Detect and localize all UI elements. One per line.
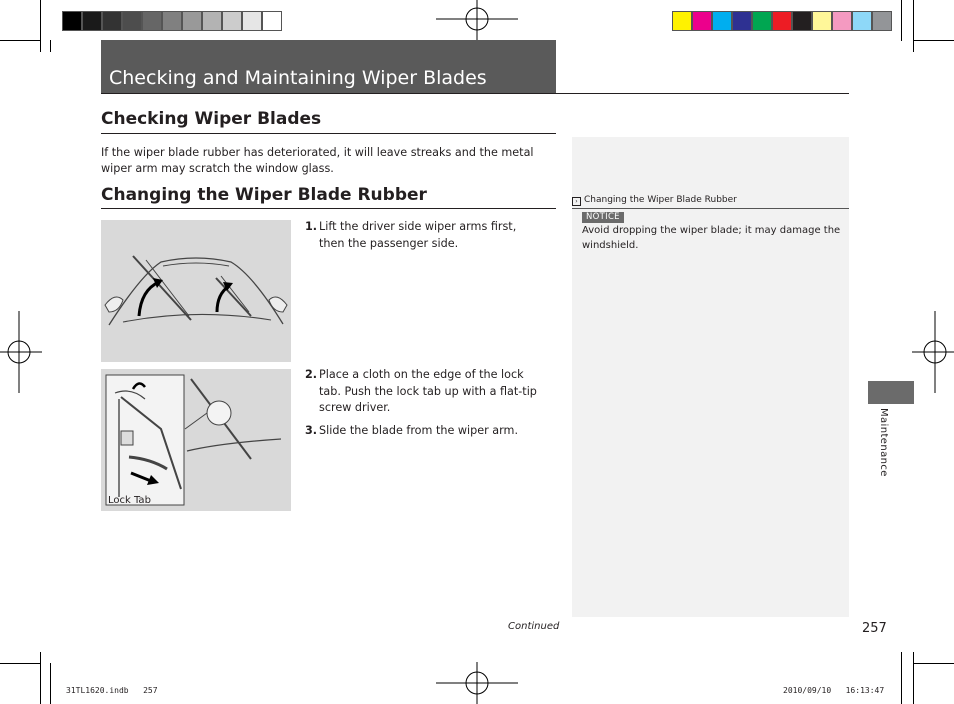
crop-mark <box>50 663 51 704</box>
crop-mark <box>0 40 40 41</box>
gray-swatch <box>182 11 202 31</box>
continued-label: Continued <box>508 621 560 632</box>
section-heading-changing: Changing the Wiper Blade Rubber <box>101 185 427 205</box>
reference-icon: › <box>572 197 581 206</box>
color-swatch <box>832 11 852 31</box>
registration-mark-bottom <box>436 662 518 704</box>
lock-tab-label: Lock Tab <box>108 495 151 506</box>
step-text: Lift the driver side wiper arms first, then the passenger side. <box>319 220 517 250</box>
section-heading-checking: Checking Wiper Blades <box>101 109 322 129</box>
color-swatch <box>712 11 732 31</box>
crop-mark <box>901 0 902 41</box>
crop-mark <box>50 40 51 52</box>
registration-mark-left <box>0 311 42 393</box>
gray-swatch <box>122 11 142 31</box>
step-text: Slide the blade from the wiper arm. <box>319 424 518 437</box>
gray-swatch <box>102 11 122 31</box>
step-number: 2. <box>305 368 318 381</box>
crop-mark <box>914 40 954 41</box>
file-info: 31TL1620.indb 257 <box>66 686 158 695</box>
gray-swatch <box>202 11 222 31</box>
crop-mark <box>914 663 954 664</box>
title-divider <box>101 93 849 94</box>
registration-mark-right <box>912 311 954 393</box>
gray-swatch <box>262 11 282 31</box>
color-swatch <box>872 11 892 31</box>
color-swatch <box>852 11 872 31</box>
gray-swatch <box>162 11 182 31</box>
gray-swatch <box>222 11 242 31</box>
crop-mark <box>40 0 41 52</box>
wiper-arms-figure <box>101 220 291 362</box>
gray-swatch <box>142 11 162 31</box>
color-swatch <box>752 11 772 31</box>
notice-badge: NOTICE <box>582 212 624 223</box>
step-3 <box>305 423 545 440</box>
step-2 <box>305 367 545 417</box>
gray-swatch <box>62 11 82 31</box>
section-divider <box>101 133 556 134</box>
page-title: Checking and Maintaining Wiper Blades <box>109 67 487 89</box>
crop-mark <box>40 652 41 704</box>
notice-text: Avoid dropping the wiper blade; it may damage the windshield. <box>582 225 841 251</box>
chapter-tab-label: Maintenance <box>878 408 889 477</box>
wiper-illustration <box>101 220 291 362</box>
crop-mark <box>901 652 902 704</box>
sidebar-heading <box>572 195 737 206</box>
step-number: 3. <box>305 424 318 437</box>
sidebar-heading-text: Changing the Wiper Blade Rubber <box>584 195 737 205</box>
gray-swatch <box>82 11 102 31</box>
color-swatch <box>672 11 692 31</box>
section-divider <box>101 208 556 209</box>
step-text: Place a cloth on the edge of the lock tab. Push the lock tab up with a flat-tip screw driver. <box>319 368 537 414</box>
page-title-band <box>101 40 556 93</box>
sidebar-divider <box>572 208 849 209</box>
color-swatch <box>692 11 712 31</box>
crop-mark <box>913 652 914 704</box>
color-swatch <box>772 11 792 31</box>
page-number: 257 <box>862 621 887 636</box>
section-body-text: If the wiper blade rubber has deteriorated, it will leave streaks and the metal wiper arm may scratch the window glass. <box>101 146 534 175</box>
step-1 <box>305 219 545 252</box>
lock-tab-illustration <box>101 369 291 511</box>
crop-mark <box>0 663 40 664</box>
color-swatch <box>732 11 752 31</box>
lock-tab-figure <box>101 369 291 511</box>
print-timestamp: 2010/09/10 16:13:47 <box>783 686 885 695</box>
notes-sidebar <box>572 137 849 617</box>
gray-swatch <box>242 11 262 31</box>
chapter-tab <box>868 381 914 404</box>
registration-mark-top <box>436 0 518 42</box>
crop-mark <box>913 0 914 52</box>
color-swatch <box>812 11 832 31</box>
step-number: 1. <box>305 220 318 233</box>
color-swatch <box>792 11 812 31</box>
